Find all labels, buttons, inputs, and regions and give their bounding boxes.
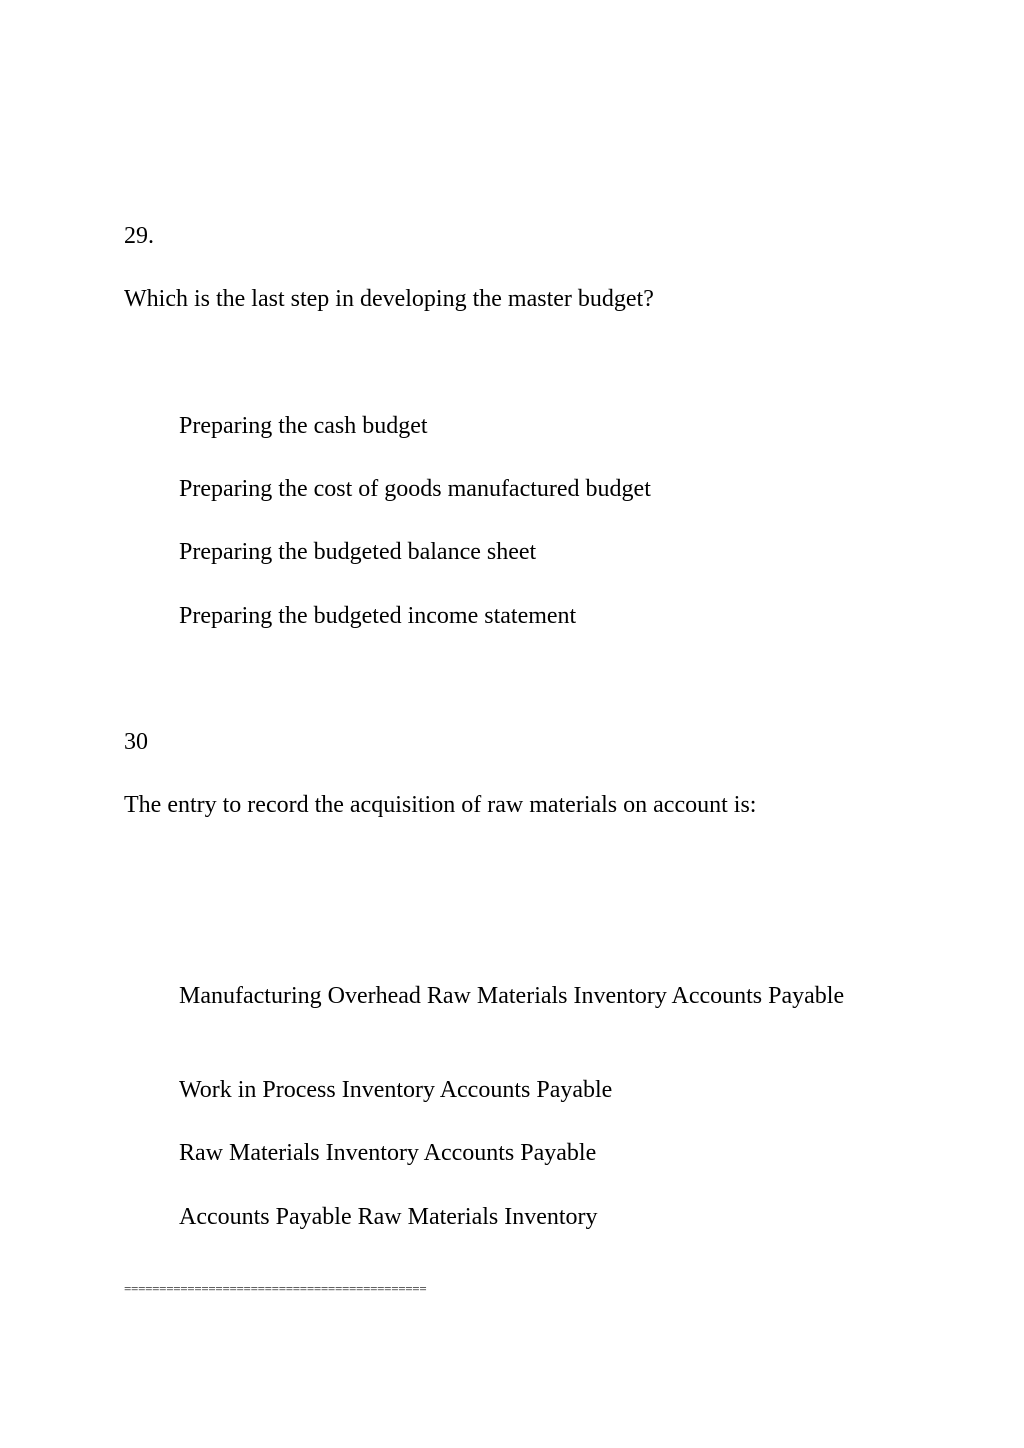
question-29-option-1: Preparing the cash budget — [179, 413, 428, 439]
question-29-option-2: Preparing the cost of goods manufactured budget — [179, 476, 651, 502]
question-29-prompt: Which is the last step in developing the master budget? — [124, 286, 654, 312]
question-30-option-1: Manufacturing Overhead Raw Materials Inventory Accounts Payable — [179, 983, 845, 1009]
question-30-number: 30 — [124, 729, 148, 755]
question-30-prompt: The entry to record the acquisition of raw materials on account is: — [124, 792, 757, 818]
question-29-option-3: Preparing the budgeted balance sheet — [179, 539, 537, 565]
question-29-number: 29. — [124, 223, 154, 249]
question-30-option-4: Accounts Payable Raw Materials Inventory — [179, 1204, 598, 1230]
separator-line: =========================================== — [124, 1281, 427, 1296]
question-30-option-2: Work in Process Inventory Accounts Payable — [179, 1077, 613, 1103]
question-30-option-3: Raw Materials Inventory Accounts Payable — [179, 1140, 597, 1166]
question-29-option-4: Preparing the budgeted income statement — [179, 603, 577, 629]
